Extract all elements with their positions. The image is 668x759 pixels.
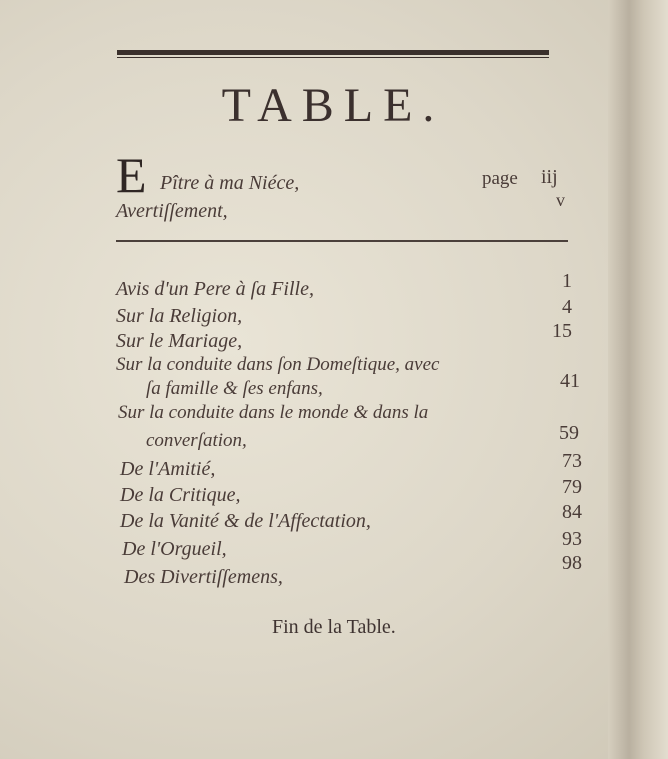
toc-page: 98 xyxy=(562,552,582,574)
toc-entry: Des Divertiſſemens, xyxy=(124,566,283,588)
entry-avertissement: Avertiſſement, xyxy=(116,200,228,222)
toc-entry: De la Critique, xyxy=(120,484,241,506)
toc-entry: De la Vanité & de l'Affectation, xyxy=(120,510,371,532)
page-number-epitre: iij xyxy=(541,166,558,188)
page-label: page xyxy=(482,168,518,189)
toc-entry: Sur la conduite dans le monde & dans la xyxy=(118,402,429,423)
toc-page: 41 xyxy=(560,370,580,392)
section-rule xyxy=(116,240,568,242)
end-of-table: Fin de la Table. xyxy=(272,616,396,638)
toc-page: 59 xyxy=(559,422,579,444)
page-title: TABLE. xyxy=(221,79,445,132)
toc-entry: Sur le Mariage, xyxy=(116,330,243,352)
toc-page: 93 xyxy=(562,528,582,550)
toc-entry: ſa famille & ſes enfans, xyxy=(146,378,323,399)
book-spine xyxy=(608,0,668,759)
header-rule xyxy=(117,50,549,58)
toc-page: 1 xyxy=(562,270,572,292)
toc-entry: converſation, xyxy=(146,430,247,451)
toc-page: 4 xyxy=(562,296,572,318)
entry-epitre: Pître à ma Niéce, xyxy=(160,172,300,194)
toc-entry: De l'Orgueil, xyxy=(122,538,227,560)
toc-page: 79 xyxy=(562,476,582,498)
toc-entry: Avis d'un Pere à ſa Fille, xyxy=(116,278,314,300)
toc-page: 15 xyxy=(552,320,572,342)
toc-entry: De l'Amitié, xyxy=(120,458,216,480)
toc-entry: Sur la conduite dans ſon Domeſtique, avec xyxy=(116,354,440,375)
toc-page: 84 xyxy=(562,501,582,523)
drop-cap: E xyxy=(116,147,147,203)
toc-entry: Sur la Religion, xyxy=(116,305,243,327)
page-number-avertissement: v xyxy=(556,190,565,210)
toc-page: 73 xyxy=(562,450,582,472)
